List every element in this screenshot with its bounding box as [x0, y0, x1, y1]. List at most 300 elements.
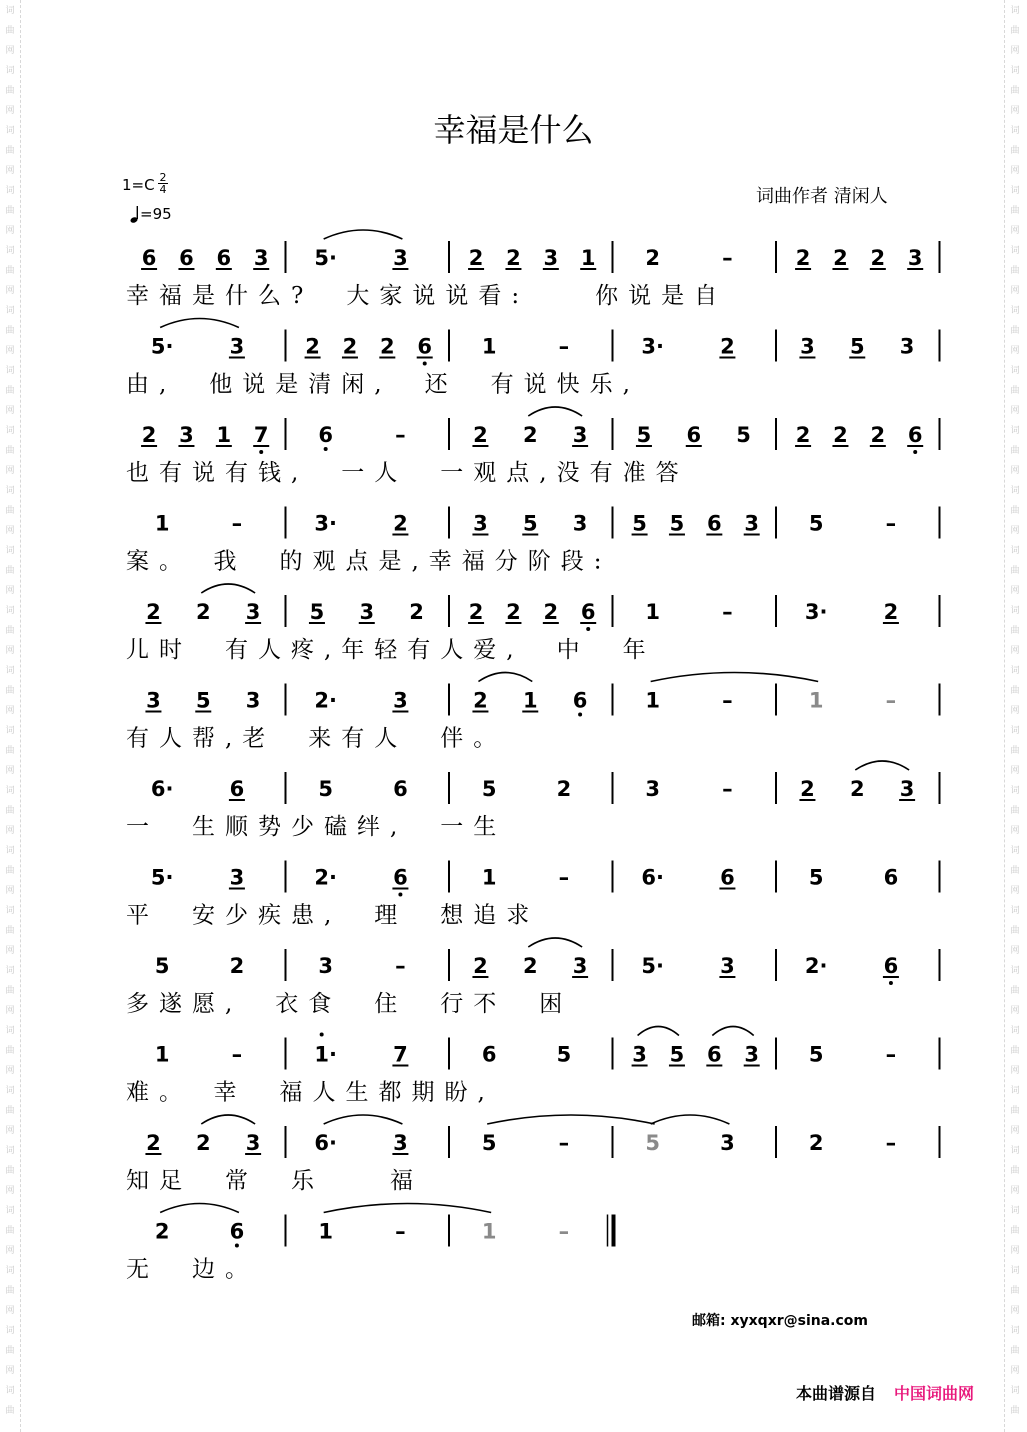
note: 3: [645, 777, 660, 801]
note: 6: [580, 600, 596, 624]
note: 3: [572, 954, 588, 978]
watermark-glyph: 曲: [5, 866, 15, 876]
watermark-glyph: 词: [1010, 486, 1020, 496]
watermark-glyph: 词: [1010, 246, 1020, 256]
watermark-glyph: 曲: [1010, 506, 1020, 516]
source-label: 本曲谱源自: [796, 1384, 877, 1403]
watermark-glyph: 曲: [5, 26, 15, 36]
watermark-glyph: 词: [5, 186, 15, 196]
watermark-glyph: 曲: [1010, 266, 1020, 276]
note: 6: [318, 423, 333, 447]
note: 5·: [641, 954, 664, 978]
watermark-glyph: 网: [5, 166, 15, 176]
watermark-glyph: 曲: [5, 986, 15, 996]
watermark-glyph: 曲: [5, 1286, 15, 1296]
watermark-glyph: 曲: [1010, 866, 1020, 876]
note: 5: [849, 334, 865, 359]
tie-slur: [324, 1115, 403, 1124]
watermark-glyph: 网: [1010, 1006, 1020, 1016]
note: 2: [870, 423, 886, 447]
tie-slur: [638, 1027, 679, 1036]
watermark-glyph: 网: [5, 886, 15, 896]
watermark-glyph: 词: [1010, 186, 1020, 196]
key-signature: 1=C: [122, 176, 155, 194]
note: 5: [195, 688, 211, 713]
note: 5: [669, 511, 685, 536]
note: 5: [645, 1131, 660, 1155]
tie-slur: [528, 407, 582, 416]
watermark-glyph: 曲: [5, 326, 15, 336]
watermark-glyph: 曲: [5, 1346, 15, 1356]
note: 1: [481, 865, 497, 890]
watermark-glyph: 词: [5, 306, 15, 316]
octave-dot-low: [235, 1244, 239, 1248]
note: 3: [229, 865, 245, 890]
watermark-glyph: 网: [1010, 286, 1020, 296]
watermark-glyph: 曲: [5, 1046, 15, 1056]
watermark-glyph: 网: [1010, 46, 1020, 56]
note: 5·: [150, 334, 174, 359]
watermark-glyph: 曲: [5, 1106, 15, 1116]
octave-dot-low: [586, 627, 590, 631]
note: 6: [179, 246, 194, 270]
watermark-glyph: 词: [5, 366, 15, 376]
watermark-glyph: 网: [1010, 106, 1020, 116]
note: 5: [636, 423, 652, 447]
note: 3: [245, 600, 261, 624]
note: 3: [899, 334, 915, 359]
email-address: xyxqxr@sina.com: [730, 1313, 868, 1329]
watermark-glyph: 网: [1010, 946, 1020, 956]
email-label: 邮箱:: [692, 1313, 726, 1329]
watermark-glyph: 曲: [1010, 566, 1020, 576]
tie-slur: [712, 1027, 753, 1036]
note: 3: [899, 777, 915, 801]
note: 2·: [804, 954, 828, 978]
time-signature-top: 2: [159, 171, 167, 184]
watermark-glyph: 网: [1010, 766, 1020, 776]
note: 6: [216, 246, 232, 270]
watermark-glyph: 曲: [1010, 986, 1020, 996]
watermark-glyph: 词: [1010, 666, 1020, 676]
note: 2: [870, 246, 886, 270]
note: 2: [473, 954, 488, 978]
note: 3: [245, 688, 261, 713]
note: 2: [543, 600, 559, 624]
note: 3: [393, 246, 408, 270]
credits: 词曲作者 清闲人: [756, 186, 888, 207]
lyric-line: 知足 常 乐 福: [126, 1168, 423, 1194]
note: 2: [146, 1131, 161, 1155]
octave-dot-low: [398, 893, 402, 897]
note: 7: [253, 423, 269, 447]
note: 3: [800, 334, 815, 359]
note: –: [558, 334, 570, 359]
note: 6·: [641, 865, 664, 890]
note: 6: [141, 246, 157, 270]
watermark-glyph: 网: [5, 526, 15, 536]
lyric-line: 案。 我 的观点是,幸福分阶段:: [126, 548, 612, 575]
watermark-glyph: 词: [1010, 1386, 1020, 1396]
watermark-glyph: 曲: [1010, 686, 1020, 696]
watermark-glyph: 网: [5, 1306, 15, 1316]
tie-slur: [160, 1204, 239, 1213]
watermark-glyph: 网: [5, 646, 15, 656]
watermark-glyph: 曲: [1010, 806, 1020, 816]
watermark-glyph: 词: [1010, 966, 1020, 976]
note: 5·: [314, 246, 337, 270]
source-site-link[interactable]: 中国词曲网: [894, 1384, 975, 1403]
note: –: [395, 423, 406, 447]
watermark-glyph: 网: [5, 466, 15, 476]
watermark-glyph: 网: [5, 1066, 15, 1076]
note: 2: [800, 777, 815, 801]
note: 2: [380, 334, 395, 359]
watermark-glyph: 曲: [1010, 1106, 1020, 1116]
note: 5: [309, 600, 325, 624]
watermark-glyph: 曲: [5, 926, 15, 936]
watermark-glyph: 网: [1010, 226, 1020, 236]
note: 1: [580, 246, 596, 270]
note: 2: [468, 600, 484, 624]
watermark-glyph: 网: [5, 1186, 15, 1196]
note: 6: [720, 865, 735, 890]
note: –: [885, 511, 897, 536]
watermark-glyph: 词: [5, 1026, 15, 1036]
tie-slur: [201, 584, 255, 593]
tie-slur: [324, 1204, 492, 1213]
note: 1: [808, 688, 824, 713]
tie-slur: [160, 319, 239, 328]
watermark-glyph: 曲: [5, 1226, 15, 1236]
note: 2: [141, 423, 157, 447]
watermark-glyph: 网: [1010, 1366, 1020, 1376]
watermark-glyph: 网: [1010, 526, 1020, 536]
note: –: [558, 865, 570, 890]
note: 2: [833, 423, 848, 447]
note: 6: [393, 777, 408, 801]
note: 5: [481, 777, 497, 801]
note: 2: [795, 246, 811, 270]
watermark-glyph: 网: [1010, 586, 1020, 596]
watermark-glyph: 词: [5, 426, 15, 436]
tie-slur: [651, 673, 819, 682]
watermark-glyph: 曲: [1010, 386, 1020, 396]
watermark-glyph: 词: [5, 1386, 15, 1396]
watermark-glyph: 曲: [5, 206, 15, 216]
note: 5: [632, 511, 647, 536]
octave-dot-low: [259, 450, 263, 454]
lyric-line: 幸福是什么? 大家说说看: 你说是自: [126, 283, 728, 309]
tie-slur: [478, 673, 532, 682]
watermark-glyph: 词: [5, 1326, 15, 1336]
note: 6: [481, 1042, 497, 1067]
watermark-glyph: 词: [1010, 1086, 1020, 1096]
watermark-glyph: 曲: [5, 626, 15, 636]
note: –: [885, 688, 897, 713]
watermark-glyph: 曲: [1010, 1046, 1020, 1056]
note: 2: [833, 246, 848, 270]
watermark-glyph: 词: [1010, 726, 1020, 736]
note: 1: [481, 1219, 497, 1244]
watermark-glyph: 曲: [5, 146, 15, 156]
lyric-line: 也有说有钱, 一人 一观点,没有准答: [126, 460, 689, 486]
time-signature-bottom: 4: [159, 183, 167, 196]
note: 3: [318, 954, 333, 978]
note: 3: [253, 246, 269, 270]
note: 2: [808, 1131, 824, 1155]
watermark-glyph: 网: [1010, 1126, 1020, 1136]
source-footer: [796, 1384, 974, 1404]
note: 3: [744, 511, 760, 536]
note: 5: [154, 954, 170, 978]
watermark-glyph: 词: [1010, 1326, 1020, 1336]
note: –: [722, 777, 733, 801]
watermark-glyph: 词: [1010, 126, 1020, 136]
note: 6: [229, 777, 245, 801]
note: 3: [744, 1042, 760, 1067]
watermark-glyph: 曲: [5, 566, 15, 576]
watermark-glyph: 词: [1010, 906, 1020, 916]
watermark-glyph: 词: [5, 726, 15, 736]
lyric-line: 难。 幸 福人生都期盼,: [126, 1079, 495, 1106]
watermark-glyph: 网: [5, 226, 15, 236]
watermark-glyph: 词: [5, 66, 15, 76]
note: 1: [154, 511, 170, 536]
watermark-glyph: 网: [1010, 646, 1020, 656]
watermark-glyph: 网: [1010, 346, 1020, 356]
note: 2: [409, 600, 424, 624]
note: 2: [195, 1131, 211, 1155]
note: 5: [808, 1042, 824, 1067]
watermark-glyph: 词: [5, 906, 15, 916]
note: 1: [645, 600, 660, 624]
watermark-glyph: 词: [1010, 846, 1020, 856]
watermark-glyph: 曲: [1010, 746, 1020, 756]
note: 5: [522, 511, 538, 536]
lyric-line: 平 安少疾患, 理 想追求: [126, 902, 540, 929]
watermark-glyph: 词: [5, 666, 15, 676]
watermark-glyph: 网: [1010, 1306, 1020, 1316]
note: 2: [468, 246, 484, 270]
watermark-glyph: 曲: [1010, 1406, 1020, 1416]
watermark-glyph: 词: [5, 846, 15, 856]
watermark-glyph: 网: [5, 946, 15, 956]
note: 1: [318, 1219, 333, 1244]
watermark-glyph: 网: [1010, 706, 1020, 716]
watermark-glyph: 曲: [5, 1406, 15, 1416]
note: 2: [883, 600, 899, 624]
watermark-glyph: 网: [1010, 1246, 1020, 1256]
watermark-glyph: 曲: [5, 506, 15, 516]
note: 1·: [314, 1042, 337, 1067]
note: 3: [572, 423, 588, 447]
note: –: [885, 1131, 897, 1155]
note: –: [885, 1042, 897, 1067]
lyric-line: 由, 他说是清闲, 还 有说快乐,: [126, 371, 640, 398]
lyric-line: 一 生顺势少磕绊, 一生: [126, 814, 507, 840]
watermark-glyph: 网: [1010, 1066, 1020, 1076]
lyric-line: 儿时 有人疼,年轻有人爱, 中 年: [126, 637, 656, 663]
watermark-glyph: 网: [5, 346, 15, 356]
note: 6: [686, 423, 702, 447]
note: –: [722, 688, 733, 713]
note: 6: [393, 865, 408, 890]
note: 2: [506, 600, 521, 624]
note: 2: [720, 334, 735, 359]
watermark-glyph: 词: [1010, 786, 1020, 796]
watermark-glyph: 曲: [5, 806, 15, 816]
watermark-glyph: 词: [5, 1146, 15, 1156]
octave-dot-low: [423, 362, 427, 366]
note: 1: [154, 1042, 170, 1067]
note: 3: [393, 1131, 408, 1155]
note: 6: [417, 334, 433, 359]
watermark-glyph: 网: [5, 766, 15, 776]
watermark-glyph: 词: [1010, 66, 1020, 76]
note: 1: [216, 423, 232, 447]
note: 3: [245, 1131, 261, 1155]
octave-dot-low: [889, 981, 893, 985]
watermark-glyph: 网: [5, 286, 15, 296]
watermark-glyph: 词: [5, 6, 15, 16]
note: 2: [154, 1219, 170, 1244]
watermark-glyph: 词: [1010, 306, 1020, 316]
tie-slur: [324, 230, 403, 239]
note: 2: [195, 600, 211, 624]
watermark-glyph: 词: [1010, 1206, 1020, 1216]
octave-dot-low: [324, 447, 328, 451]
note: 2: [229, 954, 245, 978]
watermark-glyph: 网: [1010, 166, 1020, 176]
watermark-glyph: 网: [5, 826, 15, 836]
note: 5: [481, 1131, 497, 1155]
watermark-glyph: 曲: [1010, 86, 1020, 96]
note: 2·: [314, 865, 337, 890]
octave-dot-low: [913, 450, 917, 454]
watermark-glyph: 曲: [1010, 206, 1020, 216]
note: 5·: [150, 865, 174, 890]
note: 6: [229, 1219, 245, 1244]
watermark-glyph: 曲: [1010, 146, 1020, 156]
tie-slur: [201, 1115, 255, 1124]
note: 5: [318, 777, 333, 801]
note: 2: [393, 511, 408, 536]
lyric-line: 多遂愿, 衣食 住 行不 困: [126, 991, 573, 1017]
watermark-glyph: 网: [5, 1246, 15, 1256]
note: 6: [907, 423, 923, 447]
octave-dot-high: [320, 1033, 324, 1037]
note: –: [722, 246, 733, 270]
watermark-glyph: 曲: [1010, 326, 1020, 336]
note: 3: [359, 600, 375, 624]
note: 3: [720, 1131, 735, 1155]
watermark-glyph: 词: [5, 1206, 15, 1216]
note: 6: [883, 865, 899, 890]
watermark-glyph: 曲: [5, 746, 15, 756]
watermark-glyph: 网: [1010, 406, 1020, 416]
note: –: [558, 1131, 570, 1155]
note: 6·: [314, 1131, 337, 1155]
watermark-glyph: 网: [1010, 1186, 1020, 1196]
note: –: [395, 954, 406, 978]
note: 3·: [314, 511, 337, 536]
note: 3: [229, 334, 245, 359]
watermark-glyph: 曲: [5, 1166, 15, 1176]
note: 5: [808, 865, 824, 890]
note: 2: [342, 334, 358, 359]
watermark-glyph: 词: [5, 486, 15, 496]
watermark-glyph: 词: [5, 786, 15, 796]
lyric-line: 有人帮,老 来有人 伴。: [126, 725, 507, 752]
note: 3: [473, 511, 488, 536]
note: 3·: [804, 600, 828, 624]
note: 2: [522, 423, 538, 447]
note: 3·: [641, 334, 664, 359]
note: 6: [707, 511, 722, 536]
watermark-glyph: 词: [5, 1266, 15, 1276]
watermark-glyph: 词: [5, 546, 15, 556]
note: 5: [808, 511, 824, 536]
watermark-glyph: 曲: [5, 266, 15, 276]
watermark-glyph: 曲: [1010, 26, 1020, 36]
note: 3: [720, 954, 735, 978]
tempo-value: =95: [140, 205, 172, 223]
watermark-glyph: 曲: [1010, 1286, 1020, 1296]
email-line: [692, 1312, 868, 1330]
note: 7: [393, 1042, 408, 1067]
note: –: [231, 1042, 243, 1067]
note: 3: [907, 246, 923, 270]
watermark-glyph: 词: [5, 966, 15, 976]
watermark-glyph: 词: [1010, 1146, 1020, 1156]
note: 2: [506, 246, 521, 270]
note: 1: [522, 688, 538, 713]
watermark-glyph: 网: [5, 1366, 15, 1376]
note: 2: [645, 246, 660, 270]
tie-slur: [528, 938, 582, 947]
watermark-glyph: 词: [1010, 546, 1020, 556]
note: 5: [556, 1042, 572, 1067]
note: 3: [543, 246, 559, 270]
note: –: [231, 511, 243, 536]
watermark-glyph: 网: [5, 706, 15, 716]
watermark-glyph: 曲: [5, 686, 15, 696]
note: 1: [481, 334, 497, 359]
note: 3: [632, 1042, 647, 1067]
watermark-glyph: 网: [1010, 886, 1020, 896]
note: 3: [572, 511, 588, 536]
watermark-glyph: 曲: [1010, 446, 1020, 456]
note: 2·: [314, 688, 337, 713]
note: 2: [556, 777, 572, 801]
note: 6: [883, 954, 899, 978]
watermark-glyph: 词: [1010, 606, 1020, 616]
watermark-glyph: 曲: [5, 446, 15, 456]
note: 5: [736, 423, 751, 447]
watermark-glyph: 词: [5, 606, 15, 616]
octave-dot-low: [578, 713, 582, 717]
watermark-glyph: 词: [1010, 6, 1020, 16]
watermark-glyph: 网: [5, 1006, 15, 1016]
note: –: [558, 1219, 570, 1244]
note: 1: [645, 688, 660, 713]
watermark-glyph: 曲: [1010, 1226, 1020, 1236]
watermark-glyph: 曲: [5, 386, 15, 396]
tie-slur: [651, 1115, 730, 1124]
watermark-glyph: 网: [5, 1126, 15, 1136]
lyric-line: 无 边。: [126, 1256, 258, 1283]
